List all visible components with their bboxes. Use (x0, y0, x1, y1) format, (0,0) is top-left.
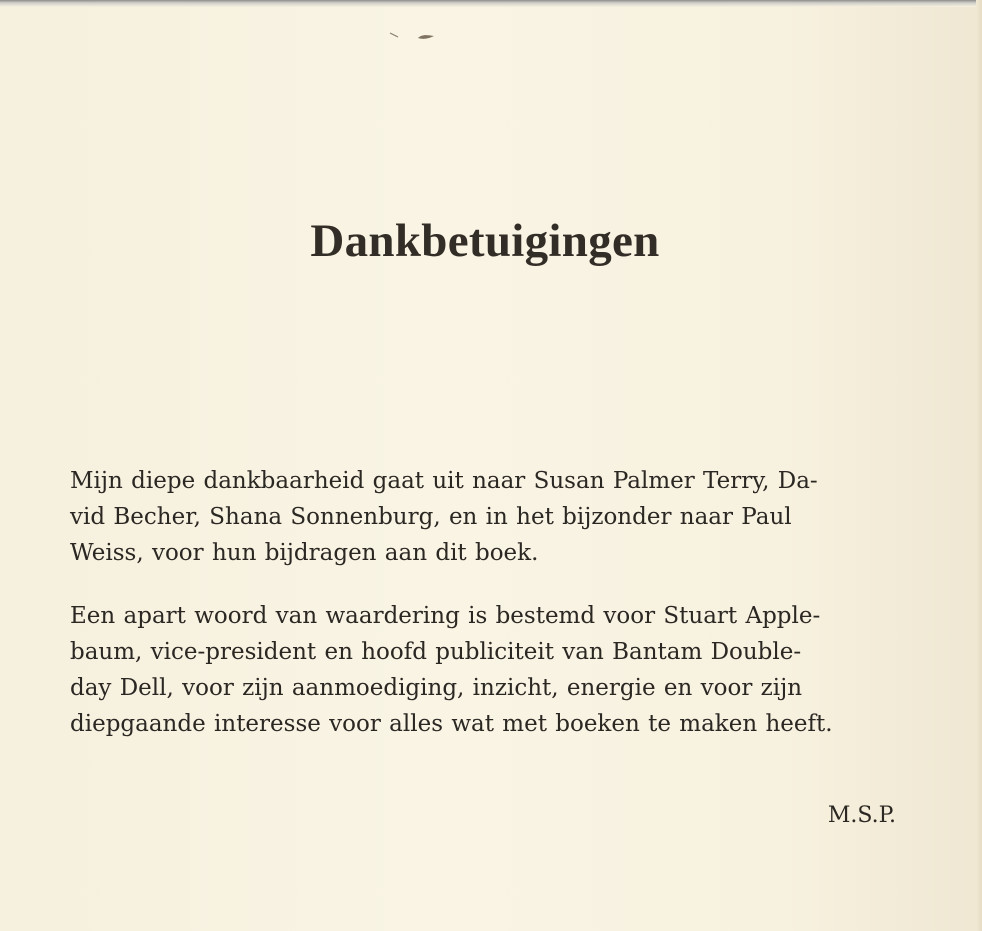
paragraph-1 (70, 463, 900, 571)
page-title: Dankbetuigingen (310, 215, 660, 268)
page-right-edge (976, 0, 982, 931)
acknowledgements-body (70, 463, 900, 769)
text-line: vid Becher, Shana Sonnenburg, en in het bijzonder naar Paul (70, 504, 792, 530)
text-line: day Dell, voor zijn aanmoediging, inzicht, energie en voor zijn (70, 675, 803, 701)
text-line: diepgaande interesse voor alles wat met boeken te maken heeft. (70, 711, 833, 737)
text-line: Mijn diepe dankbaarheid gaat uit naar Susan Palmer Terry, Da- (70, 468, 818, 494)
page-top-edge (0, 0, 982, 7)
text-line: baum, vice-president en hoofd publiciteit van Bantam Double- (70, 639, 802, 665)
text-line: Een apart woord van waardering is bestemd voor Stuart Apple- (70, 603, 821, 629)
text-line: Weiss, voor hun bijdragen aan dit boek. (70, 540, 539, 566)
paper-speck-mark (388, 30, 440, 44)
paragraph-2 (70, 598, 900, 742)
signature-initials: M.S.P. (827, 803, 896, 828)
